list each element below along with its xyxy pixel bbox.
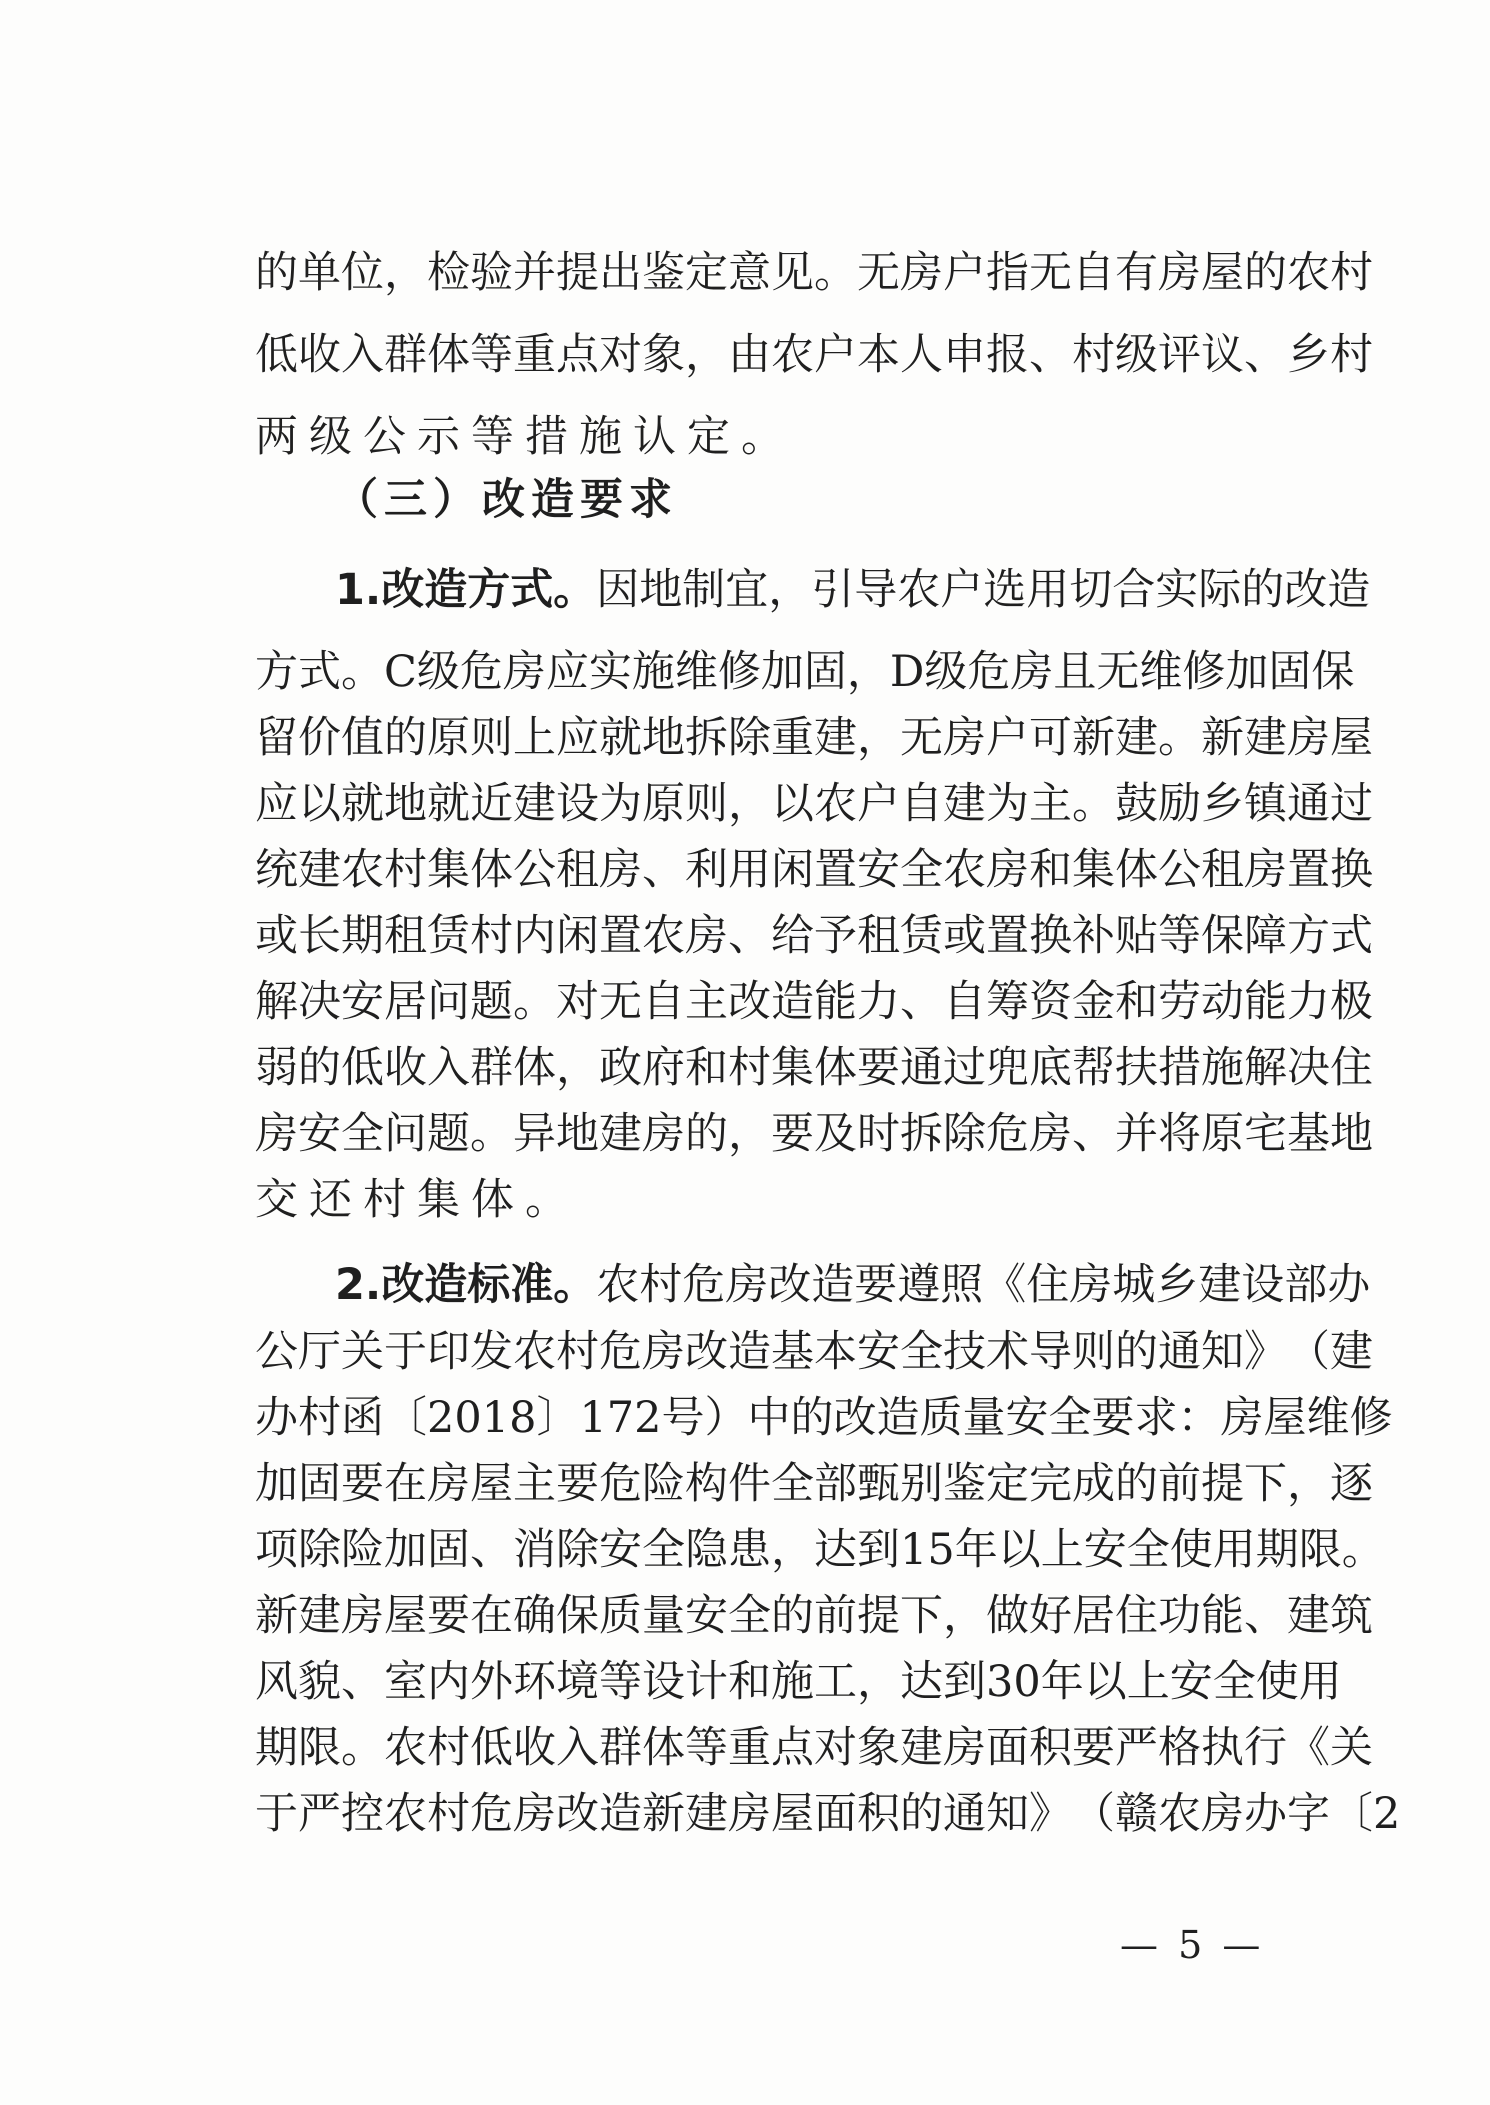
body-text-line: 项 除 险 加 固 、 消 除 安 全 隐 患 ， 达 到 15 年 以 上 安 全 使 用 期 限 。	[255, 1525, 1385, 1575]
body-text-line: 加 固 要 在 房 屋 主 要 危 险 构 件 全 部 甄 别 鉴 定 完 成 的 前 提 下 ， 逐	[255, 1459, 1373, 1509]
body-text-line: 两级公示等措施认定。	[255, 412, 795, 462]
body-text-line: 统 建 农 村 集 体 公 租 房 、 利 用 闲 置 安 全 农 房 和 集 体 公 租 房 置 换	[255, 845, 1373, 895]
body-text-line: 公 厅 关 于 印 发 农 村 危 房 改 造 基 本 安 全 技 术 导 则 的 通 知 》 （ 建	[255, 1327, 1373, 1377]
item2-first-line-text: 农 村 危 房 改 造 要 遵 照 《 住 房 城 乡 建 设 部 办	[596, 1260, 1371, 1310]
item1-title: 1.改造方式。	[335, 565, 597, 615]
body-text-line: 解 决 安 居 问 题 。 对 无 自 主 改 造 能 力 、 自 筹 资 金 和 劳 动 能 力 极	[255, 977, 1373, 1027]
item1-first-line-text: 因 地 制 宜 ， 引 导 农 户 选 用 切 合 实 际 的 改 造	[596, 565, 1371, 615]
item1-first-line	[335, 560, 1371, 620]
body-text-line: 期 限 。 农 村 低 收 入 群 体 等 重 点 对 象 建 房 面 积 要 严 格 执 行 《 关	[255, 1723, 1373, 1773]
item2-title: 2.改造标准。	[335, 1260, 597, 1310]
page-number: — 5 —	[1120, 1923, 1265, 1967]
item2-first-line	[335, 1255, 1371, 1315]
body-text-line: 的 单 位 ， 检 验 并 提 出 鉴 定 意 见 。 无 房 户 指 无 自 有 房 屋 的 农 村	[255, 248, 1373, 298]
body-text-line: 或 长 期 租 赁 村 内 闲 置 农 房 、 给 予 租 赁 或 置 换 补 贴 等 保 障 方 式	[255, 911, 1373, 961]
body-text-line: 弱 的 低 收 入 群 体 ， 政 府 和 村 集 体 要 通 过 兜 底 帮 扶 措 施 解 决 住	[255, 1043, 1373, 1093]
body-text-line: 风 貌 、 室 内 外 环 境 等 设 计 和 施 工 ， 达 到 30 年 以 上 安 全 使 用	[255, 1657, 1342, 1707]
body-text-line: 应 以 就 地 就 近 建 设 为 原 则 ， 以 农 户 自 建 为 主 。 鼓 励 乡 镇 通 过	[255, 779, 1373, 829]
body-text-line: 办 村 函 〔 2018 〕 172 号 ） 中 的 改 造 质 量 安 全 要 求 ： 房 屋 维 修	[255, 1393, 1393, 1443]
body-text-line: 新 建 房 屋 要 在 确 保 质 量 安 全 的 前 提 下 ， 做 好 居 住 功 能 、 建 筑	[255, 1591, 1373, 1641]
body-text-line: 方 式 。 C 级 危 房 应 实 施 维 修 加 固 ， D 级 危 房 且 无 维 修 加 固 保	[255, 647, 1355, 697]
section-heading: （三）改造要求	[335, 475, 678, 525]
body-text-line: 房 安 全 问 题 。 异 地 建 房 的 ， 要 及 时 拆 除 危 房 、 并 将 原 宅 基 地	[255, 1109, 1373, 1159]
body-text-line: 交还村集体。	[255, 1175, 579, 1225]
body-text-line: 低 收 入 群 体 等 重 点 对 象 ， 由 农 户 本 人 申 报 、 村 级 评 议 、 乡 村	[255, 330, 1373, 380]
body-text-line: 于 严 控 农 村 危 房 改 造 新 建 房 屋 面 积 的 通 知 》 （ 赣 农 房 办 字 〔 2	[255, 1789, 1401, 1839]
body-text-line: 留 价 值 的 原 则 上 应 就 地 拆 除 重 建 ， 无 房 户 可 新 建 。 新 建 房 屋	[255, 713, 1373, 763]
